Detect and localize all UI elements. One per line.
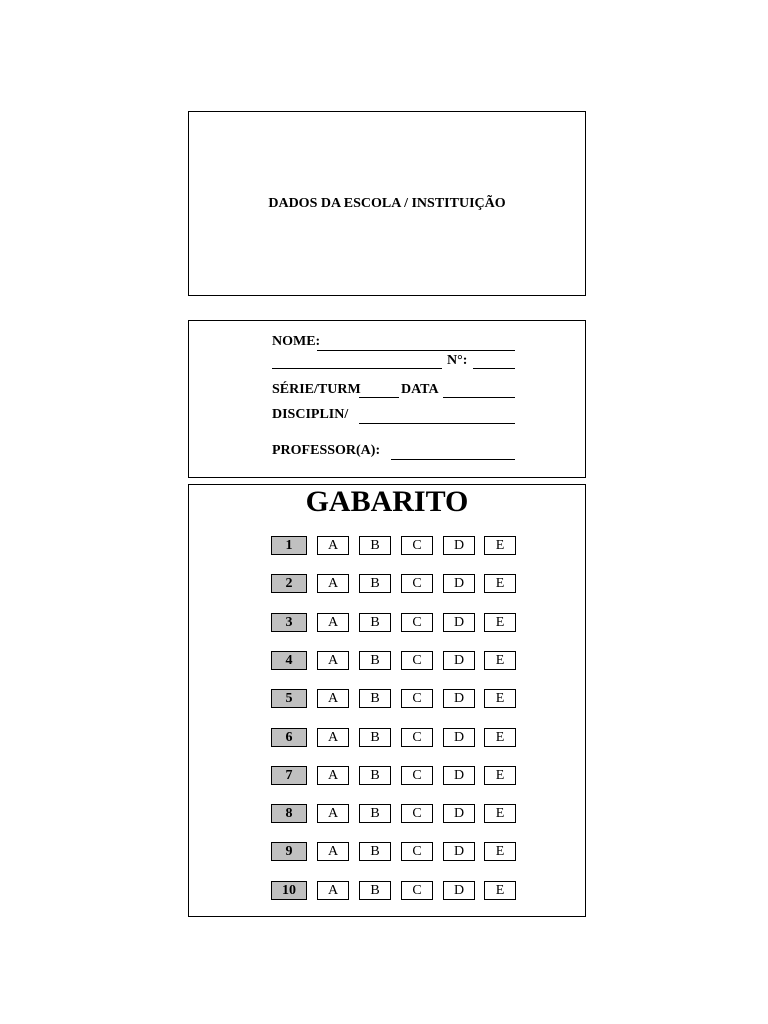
answer-option[interactable]: D — [443, 613, 475, 632]
answer-option[interactable]: C — [401, 842, 433, 861]
answer-option[interactable]: C — [401, 728, 433, 747]
answer-option[interactable]: C — [401, 804, 433, 823]
gabarito-title: GABARITO — [305, 485, 469, 518]
answer-option[interactable]: C — [401, 689, 433, 708]
answer-option[interactable]: B — [359, 574, 391, 593]
answer-option[interactable]: E — [484, 766, 516, 785]
answer-option[interactable]: D — [443, 689, 475, 708]
answer-option[interactable]: B — [359, 804, 391, 823]
answer-option[interactable]: A — [317, 842, 349, 861]
answer-option[interactable]: B — [359, 689, 391, 708]
answer-option[interactable]: A — [317, 766, 349, 785]
nome-label: NOME: — [272, 334, 321, 349]
question-number: 9 — [271, 842, 307, 861]
answer-option[interactable]: C — [401, 881, 433, 900]
question-number: 1 — [271, 536, 307, 555]
answer-option[interactable]: A — [317, 689, 349, 708]
answer-option[interactable]: E — [484, 574, 516, 593]
answer-option[interactable]: D — [443, 804, 475, 823]
nome-field-continuation[interactable] — [272, 368, 442, 369]
serie-turma-label: SÉRIE/TURM — [272, 382, 361, 397]
disciplina-field[interactable] — [359, 423, 515, 424]
answer-option[interactable]: E — [484, 881, 516, 900]
answer-option[interactable]: C — [401, 536, 433, 555]
numero-field[interactable] — [473, 368, 515, 369]
answer-option[interactable]: D — [443, 728, 475, 747]
answer-option[interactable]: E — [484, 728, 516, 747]
answer-option[interactable]: D — [443, 574, 475, 593]
data-label: DATA — [401, 382, 439, 397]
disciplina-label: DISCIPLIN/ — [272, 407, 349, 422]
data-field[interactable] — [443, 397, 515, 398]
answer-option[interactable]: B — [359, 651, 391, 670]
answer-option[interactable]: B — [359, 728, 391, 747]
answer-option[interactable]: B — [359, 766, 391, 785]
question-number: 5 — [271, 689, 307, 708]
answer-option[interactable]: B — [359, 842, 391, 861]
answer-option[interactable]: A — [317, 881, 349, 900]
serie-turma-field[interactable] — [359, 397, 399, 398]
answer-option[interactable]: A — [317, 536, 349, 555]
gabarito-box — [188, 484, 586, 917]
question-number: 6 — [271, 728, 307, 747]
question-number: 3 — [271, 613, 307, 632]
nome-field[interactable] — [317, 350, 515, 351]
answer-option[interactable]: A — [317, 574, 349, 593]
answer-option[interactable]: E — [484, 804, 516, 823]
answer-option[interactable]: B — [359, 536, 391, 555]
question-number: 10 — [271, 881, 307, 900]
answer-option[interactable]: D — [443, 651, 475, 670]
professor-field[interactable] — [391, 459, 515, 460]
professor-label: PROFESSOR(A): — [272, 443, 381, 458]
answer-option[interactable]: B — [359, 881, 391, 900]
answer-option[interactable]: D — [443, 842, 475, 861]
school-data-box — [188, 111, 586, 296]
answer-option[interactable]: B — [359, 613, 391, 632]
question-number: 4 — [271, 651, 307, 670]
answer-option[interactable]: E — [484, 689, 516, 708]
answer-option[interactable]: D — [443, 881, 475, 900]
answer-option[interactable]: A — [317, 651, 349, 670]
answer-option[interactable]: C — [401, 651, 433, 670]
answer-option[interactable]: A — [317, 728, 349, 747]
answer-option[interactable]: C — [401, 766, 433, 785]
numero-label: N°: — [447, 353, 468, 368]
student-info-box — [188, 320, 586, 478]
answer-option[interactable]: E — [484, 842, 516, 861]
answer-option[interactable]: E — [484, 613, 516, 632]
answer-option[interactable]: D — [443, 766, 475, 785]
answer-option[interactable]: C — [401, 574, 433, 593]
answer-option[interactable]: A — [317, 613, 349, 632]
question-number: 2 — [271, 574, 307, 593]
answer-option[interactable]: E — [484, 651, 516, 670]
question-number: 8 — [271, 804, 307, 823]
answer-option[interactable]: E — [484, 536, 516, 555]
question-number: 7 — [271, 766, 307, 785]
answer-option[interactable]: C — [401, 613, 433, 632]
answer-option[interactable]: A — [317, 804, 349, 823]
school-title: DADOS DA ESCOLA / INSTITUIÇÃO — [268, 196, 506, 211]
answer-option[interactable]: D — [443, 536, 475, 555]
